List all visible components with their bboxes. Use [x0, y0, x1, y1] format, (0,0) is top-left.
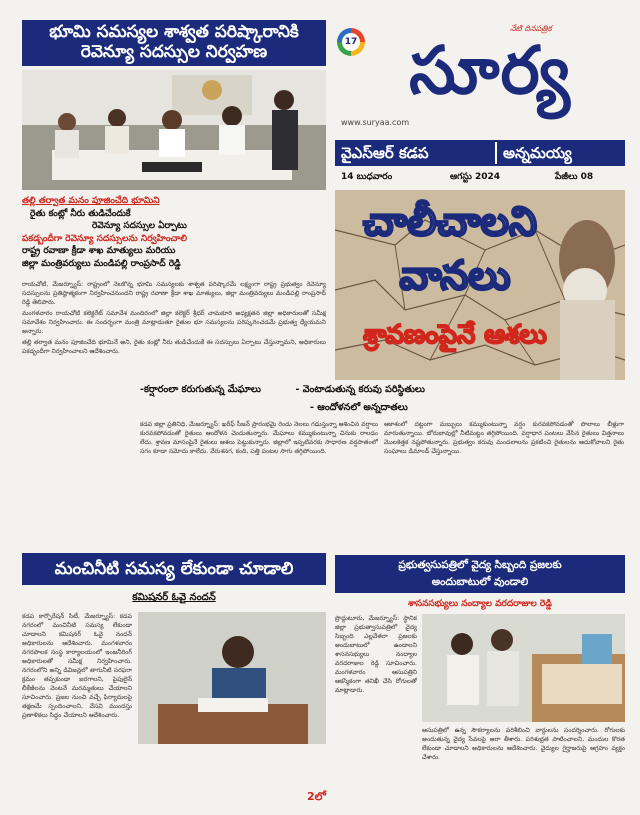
story4-body-right: ఆసుపత్రిలో ఉన్న సౌకర్యాలను పరిశీలించి వార్డులను సందర్శించారు. రోగులకు అందుతున్న వైద్య సేవలపై ఆరా తీశారు. పరిశుభ్రత పాటించాలని, మందుల కొరత లేకుండా చూడాలని అధికారులను ఆదేశించారు. వైద్యుల గైర్హాజరుపై ఆగ్రహం వ్యక్తం చేశారు.: [422, 727, 625, 761]
story1-para-1: రాయచోటి, మేజర్న్యూస్: రాష్ట్రంలో నెలకొన్న భూమి సమస్యలకు శాశ్వత పరిష్కారమే లక్ష్యంగా రాష్ట్ర ప్రభుత్వం రెవెన్యూ సదస్సులను ప్రతిష్ఠాత్మకంగా నిర్వహించనుందని రాష్ట్ర రవాణా క్రీడా శాఖ మాత్యులు, జిల్లా మంత్రివర్యులు మండిపల్లి రాంప్రసాద్ రెడ్డి తెలిపారు.: [22, 281, 326, 306]
masthead: [335, 18, 625, 142]
story2-bullet-2: - వెంటాడుతున్న కరువు పరిస్థితులు: [295, 384, 425, 395]
story1-headline-line1: భూమి సమస్యల శాశ్వత పరిష్కారానికి: [49, 22, 299, 42]
anniversary-badge: [337, 28, 365, 56]
commissioner-photo-illustration: [138, 612, 326, 744]
story1-subhead-6: జిల్లా మంత్రివర్యులు మండిపల్లి రాంప్రసాద్ రెడ్డి: [22, 258, 181, 269]
meeting-photo-illustration: [22, 70, 326, 190]
masthead-title: సూర్య: [409, 31, 571, 109]
story2-bullets-row1: [140, 382, 625, 398]
story4-headline-line2: అందుబాటులో వుండాలి: [431, 576, 529, 588]
date-month-year: ఆగస్టు 2024: [450, 172, 501, 182]
story1-subhead-5: రాష్ట్ర రవాణా క్రీడా శాఖ మాత్యులు మరియు: [22, 246, 176, 256]
story1-photo: [22, 70, 326, 190]
edition-divider: [495, 142, 497, 164]
story2-bullet-1: -కర్షారంలా కరుగుతున్న మేఘాలు: [140, 384, 261, 395]
story1-headline-line2: రెవెన్యూ సదస్సుల నిర్వహణ: [80, 41, 268, 62]
story2-headline-3: శ్రావణంపైనే ఆశలు: [363, 320, 547, 350]
story1-headline-band: [22, 20, 326, 66]
story4-headline-band: [335, 555, 625, 593]
story2-headline-1: చాలీచాలని: [363, 199, 537, 245]
story3-byline: కమిషనర్ ఓవై నందన్: [132, 592, 216, 603]
masthead-tagline: నేటి దినపత్రిక: [510, 24, 552, 33]
story3-photo: [138, 612, 326, 744]
page-count: పేజీలు 08: [555, 172, 594, 182]
story1-subhead-3: రెవెన్యూ సదస్సుల ఏర్పాటు: [92, 221, 187, 231]
story2-body-right: ఆకాశంలో దట్టంగా మబ్బులు కమ్ముకుంటున్నా వర్షం కురవకపోవడంతో పొలాలు బీళ్లుగా మారుతున్నాయి. బోరుబావుల్లో నీటిమట్టం తగ్గిపోయింది. వర్షాధార పంటలు వేసిన రైతులు విత్తనాలు మొలకెత్తక నష్టపోతున్నారు. ప్రభుత్వం కరువు మండలాలను ప్రకటించి రైతులను ఆదుకోవాలని రైతు సంఘాలు డిమాండ్ చేస్తున్నాయి.: [384, 421, 624, 455]
story1-subhead-4: పకడ్బందీగా రెవెన్యూ సదస్సులను నిర్వహించాలి: [22, 233, 187, 244]
story3-continued: 2లో: [307, 790, 326, 803]
story2-headline-2: వానలు: [399, 253, 511, 299]
story1-subheads: [22, 195, 326, 275]
story4-byline: శాసనసభ్యులు నంద్యాల వరదరాజుల రెడ్డి: [408, 599, 552, 609]
masthead-website: www.suryaa.com: [341, 118, 410, 127]
anniversary-number: 17: [342, 33, 360, 51]
hospital-visit-illustration: [422, 614, 625, 722]
story2-bullet-3: - ఆందోళనలో అన్నదాతలు: [310, 402, 408, 413]
story1-para-2: మంగళవారం రాయచోటి కలెక్టరేట్ సమావేశ మందిరంలో జిల్లా కలెక్టర్ శ్రీధర్ చామకూరి అధ్యక్షతన జిల్లా అధికారులతో సమీక్ష సమావేశం నిర్వహించారు. ఈ సందర్భంగా మంత్రి మాట్లాడుతూ రైతుల భూ సమస్యలను పరిష్కరించడమే ప్రభుత్వ ధ్యేయమని అన్నారు.: [22, 310, 326, 335]
story4-body-left: ప్రొద్దుటూరు, మేజర్న్యూస్: స్థానిక జిల్లా ప్రభుత్వాసుపత్రిలో వైద్య సిబ్బంది ఎల్లవేళలా ప్రజలకు అందుబాటులో ఉండాలని శాసనసభ్యులు నంద్యాల వరదరాజుల రెడ్డి సూచించారు. మంగళవారం ఆసుపత్రిని ఆకస్మికంగా తనిఖీ చేసి రోగులతో మాట్లాడారు.: [335, 615, 417, 694]
edition-bar: [335, 140, 625, 166]
story3-headline-band: మంచినీటి సమస్య లేకుండా చూడాలి: [22, 553, 326, 585]
story1-subhead-2: రైతు కంట్లో నీరు తుడిచేందుకే: [30, 208, 131, 219]
edition-name: వైఎస్ఆర్ కడప: [341, 144, 429, 162]
district-name: అన్నమయ్య: [503, 144, 572, 162]
story4-headline-line1: ప్రభుత్వసుపత్రిలో వైద్య సిబ్బంది ప్రజలకు: [398, 559, 562, 571]
story2-body-left: కడప జిల్లా ప్రతినిధి, మేజర్న్యూస్: ఖరీఫ్ సీజన్ ప్రారంభమై రెండు నెలలు గడుస్తున్నా ఆశించిన వర్షాలు కురవకపోవడంతో రైతులు ఆందోళన చెందుతున్నారు. మేఘాలు కమ్ముకుంటున్నా చినుకు రాలడం లేదు. శ్రావణ మాసంపైనే రైతులు ఆశలు పెట్టుకున్నారు. జిల్లాలో ఇప్పటివరకు సాధారణ వర్షపాతంలో సగం కూడా నమోదు కాలేదు. వేరుశనగ, కంది, పత్తి పంటల సాగు తగ్గిపోయింది.: [140, 421, 378, 455]
story3-body: కడప కార్పొరేషన్ సిటీ, మేజర్న్యూస్: కడప నగరంలో మంచినీటి సమస్య లేకుండా చూడాలని కమిషనర్ ఓవై నందన్ అధికారులను ఆదేశించారు. మంగళవారం నగరపాలక సంస్థ కార్యాలయంలో ఇంజనీరింగ్ అధికారులతో సమీక్ష నిర్వహించారు. నగరంలోని అన్ని డివిజన్లలో తాగునీటి సరఫరా క్రమం తప్పకుండా జరగాలని, పైపులైన్ లీకేజీలను వెంటనే మరమ్మతులు చేయాలని సూచించారు. ప్రజల నుంచి వచ్చే ఫిర్యాదులపై తక్షణమే స్పందించాలని, వేసవి ముందస్తు ప్రణాళికలు సిద్ధం చేయాలని ఆదేశించారు.: [22, 613, 132, 719]
date-day: 14 బుధవారం: [341, 172, 393, 182]
story1-para-3: తల్లి తర్వాత మనం పూజించేది భూమినే అని, రైతు కంట్లో నీరు తుడిచేందుకే ఈ సదస్సులు ఏర్పాటు చేస్తున్నామని, అధికారులు పకడ్బందీగా నిర్వహించాలని ఆదేశించారు.: [22, 339, 326, 355]
story1-subhead-1: తల్లి తర్వాత మనం పూజించేది భూమిని: [22, 196, 160, 206]
story4-photo: [422, 614, 625, 722]
date-bar: [335, 168, 625, 186]
